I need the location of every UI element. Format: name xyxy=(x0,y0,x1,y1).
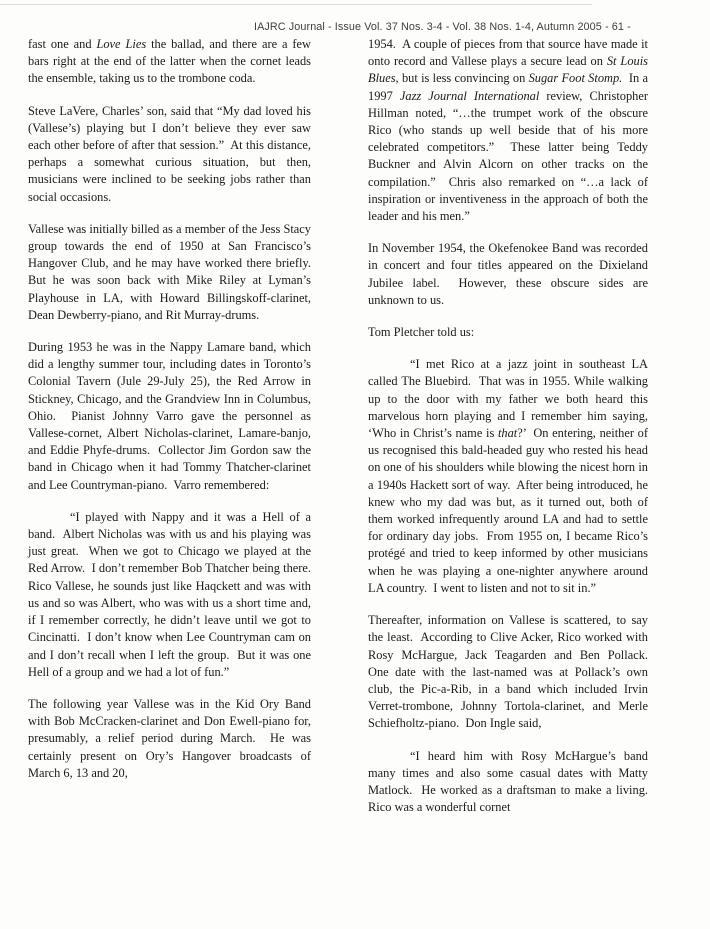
paragraph xyxy=(368,612,658,732)
quoted-paragraph xyxy=(28,509,318,681)
paragraph xyxy=(28,221,321,324)
text-run: During 1953 he was in the Nappy Lamare band, which did a lengthy summer tour, including dates in Toronto’s Colonial Tavern (Jule 29-July 25), the Red Arrow in Stickney, Chicago, and the Grandview Inn in Columbus, Ohio. Pianist Johnny Varro gave the personnel as Vallese-cornet, Albert Nicholas-clarinet, Lamare-banjo, and Eddie Phyfe-drums. Collector Jim Gordon saw the band in Chicago when it had Tommy Thatcher-clarinet and Lee Countryman-piano. Varro remembered: xyxy=(28,340,315,492)
text-run: “I heard him with Rosy McHargue’s band many times and also some casual dates with Matty Matlock. He worked as a draftsman to make a living. Rico was a wonderful cornet xyxy=(368,748,652,815)
page-header: IAJRC Journal - Issue Vol. 37 Nos. 3-4 - Vol. 38 Nos. 1-4, Autumn 2005 - 61 - xyxy=(254,21,631,33)
text-run: The following year Vallese was in the Kid Ory Band with Bob McCracken-clarinet and Don Ewell-piano for, presumably, a relief period during March. He was certainly present on Ory’s Hangover broadcasts of March 6, 13 and 20, xyxy=(28,696,315,780)
text-run: “I met Rico at a jazz joint in southeast LA called The Bluebird. That was in 1955. While walking up to the door with my father we both heard this marvelous horn playing and I remember him saying, ‘Who in Christ’s name is xyxy=(368,357,652,441)
text-run: the ballad, and there are a few bars right at the end of the latter when the cornet leads the ensemble, taking us to the trombone coda. xyxy=(28,37,315,86)
italic-text-run: Jazz Journal International xyxy=(399,88,540,103)
quoted-paragraph xyxy=(368,748,652,817)
text-column-right xyxy=(368,36,658,831)
italic-text-run: that xyxy=(497,426,518,441)
paragraph xyxy=(28,103,315,206)
text-run: 1954. A couple of pieces from that source have made it onto record and Vallese plays a secure lead on xyxy=(368,37,652,69)
paragraph xyxy=(368,240,652,309)
text-run: Steve LaVere, Charles’ son, said that “My dad loved his (Vallese’s) playing but I don’t believe they ever saw each other before of after that session.” At this distance, perhaps a somewhat curious situation, but then, musicians were inclined to be seeking jobs rather than social occasions. xyxy=(28,103,315,204)
paragraph xyxy=(28,339,315,494)
text-run: ?’ On entering, neither of us recognised this bald-headed guy who rested his head on one of his shoulders while blowing the nicest horn in a 1940s Hackett sort of way. After being introduced, he knew who my dad was but, as it turned out, both of them worked infrequently around LA and had to settle for ordinary day jobs. From 1955 on, I became Rico’s protégé and tried to keep informed by other musicians when he was playing a one-nighter anywhere around LA country. I went to listen and not to sit in.” xyxy=(368,426,652,595)
text-run: In November 1954, the Okefenokee Band was recorded in concert and four titles appeared on the Dixieland Jubilee label. However, these obscure sides are unknown to us. xyxy=(368,241,652,307)
italic-text-run: St Louis Blues, xyxy=(368,54,652,86)
quoted-paragraph xyxy=(368,356,652,597)
italic-text-run: Sugar Foot Stomp. xyxy=(528,71,623,86)
text-run: “I played with Nappy and it was a Hell of a band. Albert Nicholas was with us and his playing was just great. When we got to Chicago we played at the Red Arrow. I don’t remember Bob Thatcher being there. Rico Vallese, he sounds just like Haqckett and was with us and so was Albert, who was with us a short time and, if I remember correctly, he didn’t leave until we got to Cincinatti. I don’t know when Lee Countryman cam on and I don’t recall when I left the group. But it was one Hell of a group and we had a lot of fun.” xyxy=(28,509,318,679)
text-run: review, Christopher Hillman noted, “…the trumpet work of the obscure Rico (who stands up well beside that of his more celebrated competitors.” These latter being Teddy Buckner and Alvin Alcorn on other tracks on the compilation.” Chris also remarked on “…a lack of inspiration or inventiveness in the approach of both the leader and his men.” xyxy=(368,88,652,224)
text-run: Tom Pletcher told us: xyxy=(368,325,475,340)
text-column-left xyxy=(28,36,321,797)
scan-artifact xyxy=(0,4,592,5)
text-run: fast one and xyxy=(28,37,97,51)
paragraph xyxy=(368,36,652,225)
text-run: Thereafter, information on Vallese is scattered, to say the least. According to Clive Acker, Rico worked with Rosy McHargue, Jack Teagarden and Ben Pollack. One date with the last-named was at Pollack’s own club, the Pic-a-Rib, in a band which included Irvin Verret-trombone, Johnny Tortola-clarinet, and Merle Schiefholtz-piano. Don Ingle said, xyxy=(368,613,658,731)
paragraph xyxy=(368,324,648,341)
text-run: Vallese was initially billed as a member of the Jess Stacy group towards the end of 1950 at San Francisco’s Hangover Club, and he may have worked there briefly. But he was soon back with Mike Riley at Lyman’s Playhouse in LA, with Howard Billingskoff-clarinet, Dean Dewberry-piano, and Rit Murray-drums. xyxy=(28,221,321,322)
paragraph xyxy=(28,36,315,88)
text-run: but is less convincing on xyxy=(398,71,529,86)
paragraph xyxy=(28,696,315,782)
text-run: In a 1997 xyxy=(368,71,652,103)
italic-text-run: Love Lies xyxy=(96,37,147,51)
